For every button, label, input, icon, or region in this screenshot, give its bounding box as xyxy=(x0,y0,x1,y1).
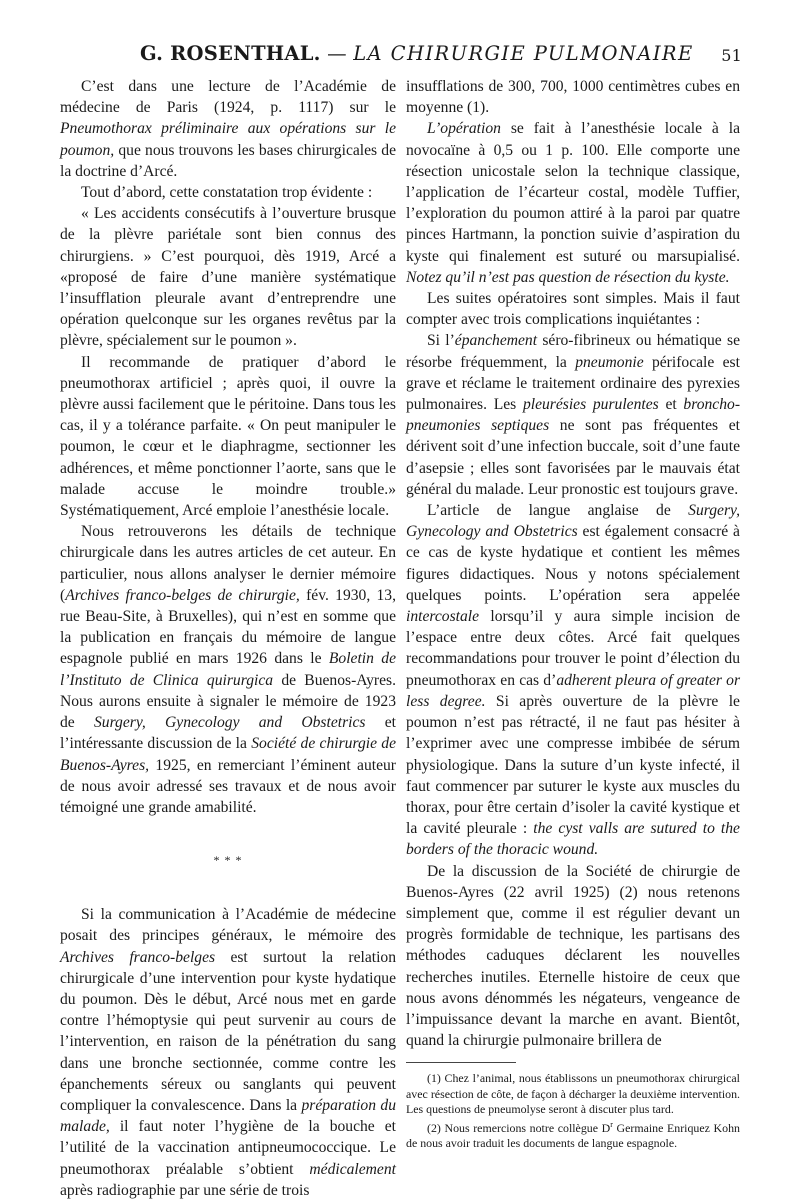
right-paragraph-2: L’opération se fait à l’anesthésie locale à la novocaïne à 0,5 ou 1 p. 100. Elle comporte une résection unicostale selon la technique classique, l’application de l’écarteur costal, modèle Tuffier, l’exploration du poumon attiré à la paroi par quatre pinces Hartmann, la ponction suivie d’aspiration du kyste qui finalement est suturé ou marsupialisé. Notez qu’il n’est pas question de résection du kyste. xyxy=(406,120,740,286)
running-header xyxy=(60,42,742,72)
right-paragraph-3: Les suites opératoires sont simples. Mais il faut compter avec trois complications inquiétantes : xyxy=(406,290,740,329)
left-paragraph-6: Si la communication à l’Académie de médecine posait des principes généraux, le mémoire des Archives franco-belges est surtout la relation chirurgicale d’une intervention pour kyste hydatique du poumon. Dès le début, Arcé nous met en garde contre l’hémoptysie qui peut survenir au cours de l’intervention, en raison de la pénétration du sang dans une bronche sectionnée, comme contre les épanchements séreux ou sanglants qui peuvent compliquer la convalescence. Dans la préparation du malade, il faut noter l’hygiène de la bouche et l’utilité de la vaccination antipneumococcique. Le pneumothorax préalable s’obtient médicalement après radiographie par une série de trois xyxy=(60,906,397,1199)
footnote-1: (1) Chez l’animal, nous établissons un pneumothorax chirurgical avec résection de côte, de façon à décharger la deuxième intervention. Les questions de pneumolyse seront à discuter plus tard. xyxy=(406,1071,740,1116)
right-column xyxy=(406,76,740,1151)
article-title: LA CHIRURGIE PULMONAIRE xyxy=(353,42,694,65)
right-paragraph-5: L’article de langue anglaise de Surgery, Gynecology and Obstetrics est également consacré à ce cas de kyste hydatique et contient les mêmes figures didactiques. Nous y notons spécialement quelques points. L’opération sera appelée intercostale lorsqu’il y aura simple incision de l’espace entre deux côtes. Arcé fait quelques recommandations pour trouver le point d’élection du pneumothorax en cas d’adherent pleura of greater or less degree. Si après ouverture de la plèvre le poumon n’est pas rétracté, il ne faut pas hésiter à l’exprimer avec une compresse imbibée de sérum physiologique. Dans la suture d’un kyste infecté, il faut commencer par suturer le kyste aux muscles du thorax, pour être certain d’isoler la cavité kystique et la cavité pleurale : the cyst valls are sutured to the borders of the thoracic wound. xyxy=(406,502,741,859)
right-paragraph-1: insufflations de 300, 700, 1000 centimètres cubes en moyenne (1). xyxy=(406,78,740,117)
running-title xyxy=(140,42,694,65)
author-name: G. ROSENTHAL. xyxy=(140,42,321,65)
footnote-rule xyxy=(406,1062,516,1063)
left-paragraph-4: Il recommande de pratiquer d’abord le pneumothorax artificiel ; après quoi, il ouvre la plèvre aussi facilement que le péritoine. Dans tous les cas, il y a tolérance parfaite. « On peut manipuler le poumon, le cœur et le diaphragme, sectionner les adhérences, et même ponctionner l’aorte, sans que le malade accuse le moindre trouble.» Systématiquement, Arcé emploie l’anesthésie locale. xyxy=(60,353,396,520)
left-column xyxy=(60,76,396,1201)
left-paragraph-1: C’est dans une lecture de l’Académie de médecine de Paris (1924, p. 1117) sur le Pneumothorax préliminaire aux opérations sur le poumon, que nous trouvons les bases chirurgicales de la doctrine d’Arcé. xyxy=(60,78,396,180)
section-separator-asterisks: * * * xyxy=(213,853,243,868)
left-paragraph-3-quote: « Les accidents consécutifs à l’ouverture brusque de la plèvre pariétale sont bien connus des chirurgiens. » C’est pourquoi, dès 1919, Arcé a «proposé de faire d’une manière systématique l’insufflation pleurale avant d’entreprendre une opération quelconque sur les organes revêtus par la plèvre, spécialement sur le poumon ». xyxy=(60,205,396,350)
right-paragraph-6: De la discussion de la Société de chirurgie de Buenos-Ayres (22 avril 1925) (2) nous retenons simplement que, comme il est régulier devant un progrès formidable de technique, les partisans des méthodes caduques déclarent les nouvelles recherches inutiles. Eternelle histoire de ceux que nous avons dénommés les négateurs, vengeance de l’impuissance devant la marche en avant. Bientôt, quand la chirurgie pulmonaire brillera de xyxy=(406,862,740,1050)
page-number: 51 xyxy=(721,46,742,65)
right-paragraph-4: Si l’épanchement séro-fibrineux ou hématique se résorbe fréquemment, la pneumonie périfocale est grave et réclame le traitement ordinaire des pyrexies pulmonaires. Les pleurésies purulentes et broncho-pneumonies septiques ne sont pas fréquentes et dérivent soit d’une infection buccale, soit d’une faute d’asepsie ; elles sont favorisées par le mauvais état général du malade. Leur pronostic est toujours grave. xyxy=(406,332,741,498)
left-paragraph-5: Nous retrouverons les détails de technique chirurgicale dans les autres articles de cet auteur. En particulier, nous allons analyser le dernier mémoire (Archives franco-belges de chirurgie, fév. 1930, 13, rue Beau-Site, à Bruxelles), qui n’est en somme que la publication en français du mémoire de langue espagnole publié en mars 1926 dans le Boletin de l’Instituto de Clinica quirurgica de Buenos-Ayres. Nous aurons ensuite à signaler le mémoire de 1923 de Surgery, Gynecology and Obstetrics et l’intéressante discussion de la Société de chirurgie de Buenos-Ayres, 1925, en remerciant l’éminent auteur de nous avoir adressé ses travaux et de nous avoir témoigné une grande amabilité. xyxy=(60,523,397,816)
title-dash: — xyxy=(327,42,347,65)
left-paragraph-2: Tout d’abord, cette constatation trop évidente : xyxy=(81,184,373,202)
footnote-2: (2) Nous remercions notre collègue $D^r$ Germaine Enriquez Kohn de nous avoir traduit les documents de langue espagnole. xyxy=(406,1119,740,1151)
